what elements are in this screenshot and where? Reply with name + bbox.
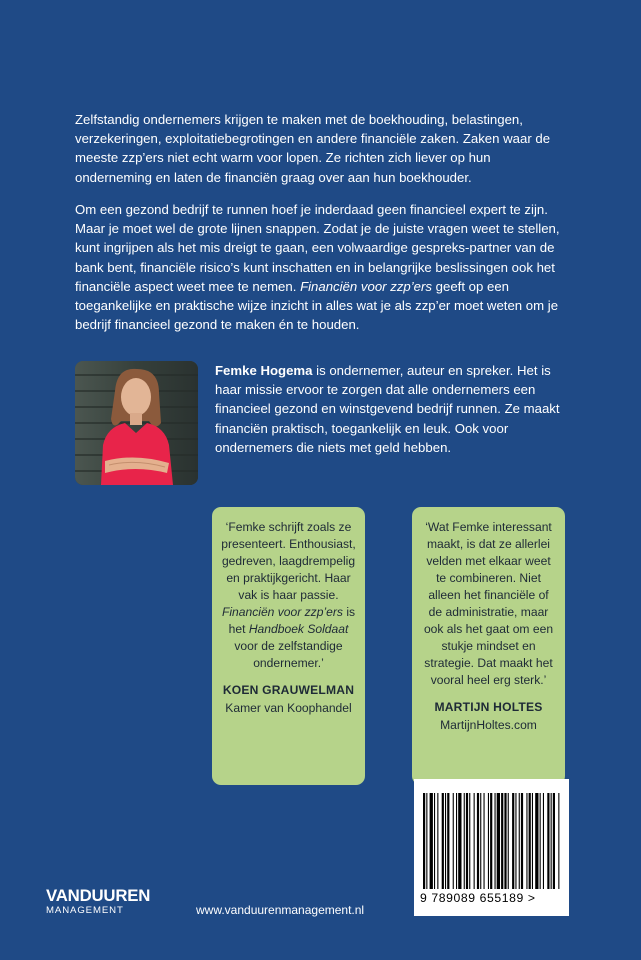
author-bio-text: is ondernemer, auteur en spreker. Het is haar missie ervoor te zorgen dat alle ondernemers een financieel gezond en winstgevend bedrijf runnen. Ze maakt financiën praktisch, toegankelijk en leuk. Ook voor ondernemers die niets met geld hebben. [215,363,560,455]
logo-line-2: MANAGEMENT [46,905,124,916]
quote-author-source: Kamer van Koophandel [225,701,352,715]
author-photo [75,361,198,485]
quote-text [220,519,357,672]
quote-text: ‘Wat Femke interessant maakt, is dat ze allerlei velden met elkaar weet te combineren. Niet alleen het financiële of de administratie, maar ook als het gaat om een stukje mindset en strategie. Dat maakt het vooral heel erg sterk.’ [423,520,554,687]
quote-text-b: is het [228,605,356,636]
quote-text-a: ‘Femke schrijft zoals ze presenteert. Enthousiast, gedreven, laagdrempelig en praktijkgericht. Haar vak is haar passie. [221,520,356,602]
quote-book-title: Financiën voor zzp’ers [221,605,343,619]
paragraph-2-text-a: Om een gezond bedrijf te runnen hoef je inderdaad geen financieel expert te zijn. Maar je moet wel de grote lijnen snappen. Zodat je de juiste vragen weet te stellen, kunt ingrijpen als het mis dreigt te gaan, een volwaardige gespreks-partner van de bank bent, financiële risico’s kunt inschatten en in belangrijke beslissingen ook het financiële aspect weet mee te nemen. [75,202,560,294]
isbn-number: 9 789089 655189 > [420,891,536,905]
barcode-bars [423,793,560,889]
logo-line-1: VANDUUREN [46,886,151,905]
isbn-barcode [414,779,569,916]
intro-paragraph-2 [75,200,570,334]
quote-author-name: MARTIJN HOLTES [434,700,543,714]
intro-paragraph-1: Zelfstandig ondernemers krijgen te maken met de boekhouding, belastingen, verzekeringen, exploitatiebegrotingen en andere financiële zaken. Zaken waar de meeste zzp’ers niet echt warm voor lopen. Ze richten zich liever op hun onderneming en laten de financiën graag over aan hun boekhouder. [75,112,551,185]
quote-author-name: KOEN GRAUWELMAN [222,683,355,697]
quote-handbook-title: Handboek Soldaat [248,622,349,636]
quote-author-source: MartijnHoltes.com [440,718,537,732]
paragraph-2-text-b: geeft op een toegankelijke en praktische wijze inzicht in alles wat je als zzp’er moet weten om je bedrijf financieel gezond te maken én te houden. [75,278,559,333]
publisher-logo [46,887,150,916]
author-bio [215,361,575,457]
book-title-inline: Financiën voor zzp’ers [300,278,432,294]
publisher-url: www.vanduurenmanagement.nl [196,903,365,917]
quote-box-martijn [412,507,565,785]
author-name: Femke Hogema [215,363,313,378]
quote-box-koen [212,507,365,785]
quote-text-c: voor de zelfstandige ondernemer.’ [234,639,343,670]
